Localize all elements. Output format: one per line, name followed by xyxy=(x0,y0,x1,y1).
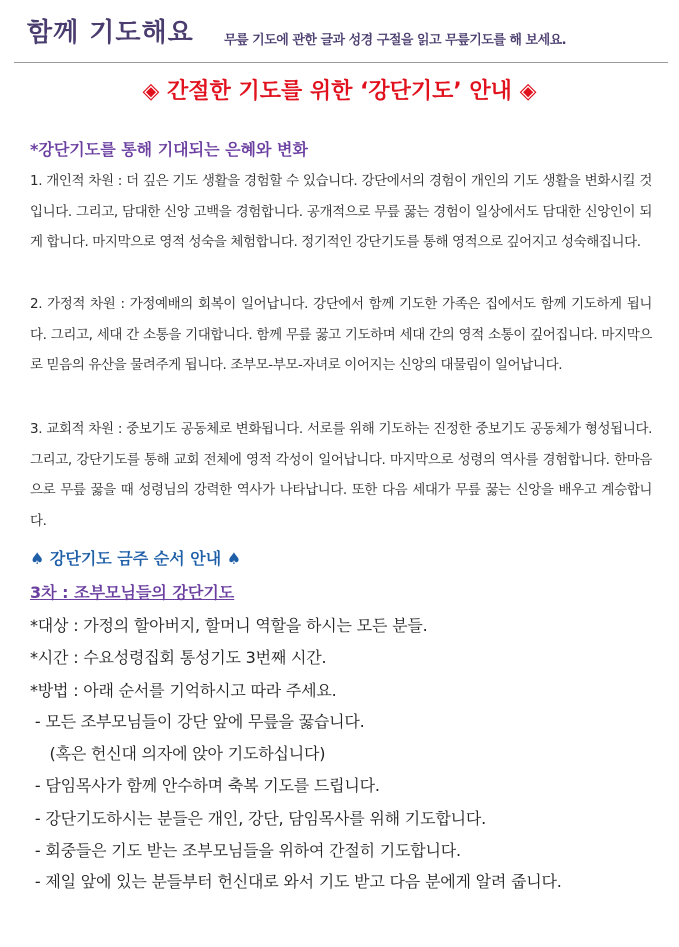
page-header xyxy=(0,0,679,64)
benefit-personal-paragraph: 1. 개인적 차원 : 더 깊은 기도 생활을 경험할 수 있습니다. 강단에서의 경험이 개인의 기도 생활을 변화시킬 것입니다. 그리고, 담대한 신앙 고백을 경험합니다. 공개적으로 무릎 꿇는 경험이 일상에서도 담대한 신앙인이 되게 합니다. 마지막으로 영적 성숙을 체험합니다. 정기적인 강단기도를 통해 영적으로 깊어지고 성숙해집니다. xyxy=(30,173,652,250)
order-step-note: (혹은 헌신대 의자에 앉아 기도하십니다) xyxy=(30,744,326,763)
order-line-method: *방법 : 아래 순서를 기억하시고 따라 주세요. xyxy=(30,681,337,700)
header-divider xyxy=(14,62,668,63)
order-step: - 강단기도하시는 분들은 개인, 강단, 담임목사를 위해 기도합니다. xyxy=(30,809,486,828)
order-heading: ♠ 강단기도 금주 순서 안내 ♠ xyxy=(30,549,242,568)
benefit-family-paragraph: 2. 가정적 차원 : 가정예배의 회복이 일어납니다. 강단에서 함께 기도한 가족은 집에서도 함께 기도하게 됩니다. 그리고, 세대 간 소통을 기대합니다. 함께 무릎 꿇고 기도하며 세대 간의 영적 소통이 깊어집니다. 마지막으로 믿음의 유산을 물려주게 됩니다. 조부모-부모-자녀로 이어지는 신앙의 대물림이 일어납니다. xyxy=(30,296,652,373)
order-step: - 제일 앞에 있는 분들부터 헌신대로 와서 기도 받고 다음 분에게 알려 줍니다. xyxy=(30,872,562,891)
order-step: - 모든 조부모님들이 강단 앞에 무릎을 꿇습니다. xyxy=(30,712,365,731)
benefit-church-paragraph: 3. 교회적 차원 : 중보기도 공동체로 변화됩니다. 서로를 위해 기도하는 진정한 중보기도 공동체가 형성됩니다. 그리고, 강단기도를 통해 교회 전체에 영적 각성이 일어납니다. 마지막으로 성령의 역사를 경험합니다. 한마음으로 무릎 꿇을 때 성령님의 강력한 역사가 나타납니다. 또한 다음 세대가 무릎 꿇는 신앙을 배우고 계승합니다. xyxy=(30,421,652,529)
benefits-heading: *강단기도를 통해 기대되는 은혜와 변화 xyxy=(30,140,308,159)
order-line-time: *시간 : 수요성령집회 통성기도 3번째 시간. xyxy=(30,648,327,667)
notice-title: ◈ 간절한 기도를 위한 ‘강단기도’ 안내 ◈ xyxy=(142,79,537,104)
order-step: - 회중들은 기도 받는 조부모님들을 위하여 간절히 기도합니다. xyxy=(30,841,461,860)
header-title: 함께 기도해요 xyxy=(27,18,194,48)
order-step: - 담임목사가 함께 안수하며 축복 기도를 드립니다. xyxy=(30,776,380,795)
order-subheading: 3차 : 조부모님들의 강단기도 xyxy=(30,583,235,602)
order-line-target: *대상 : 가정의 할아버지, 할머니 역할을 하시는 모든 분들. xyxy=(30,616,428,635)
header-subtitle: 무릎 기도에 관한 글과 성경 구절을 읽고 무릎기도를 해 보세요. xyxy=(224,33,567,48)
